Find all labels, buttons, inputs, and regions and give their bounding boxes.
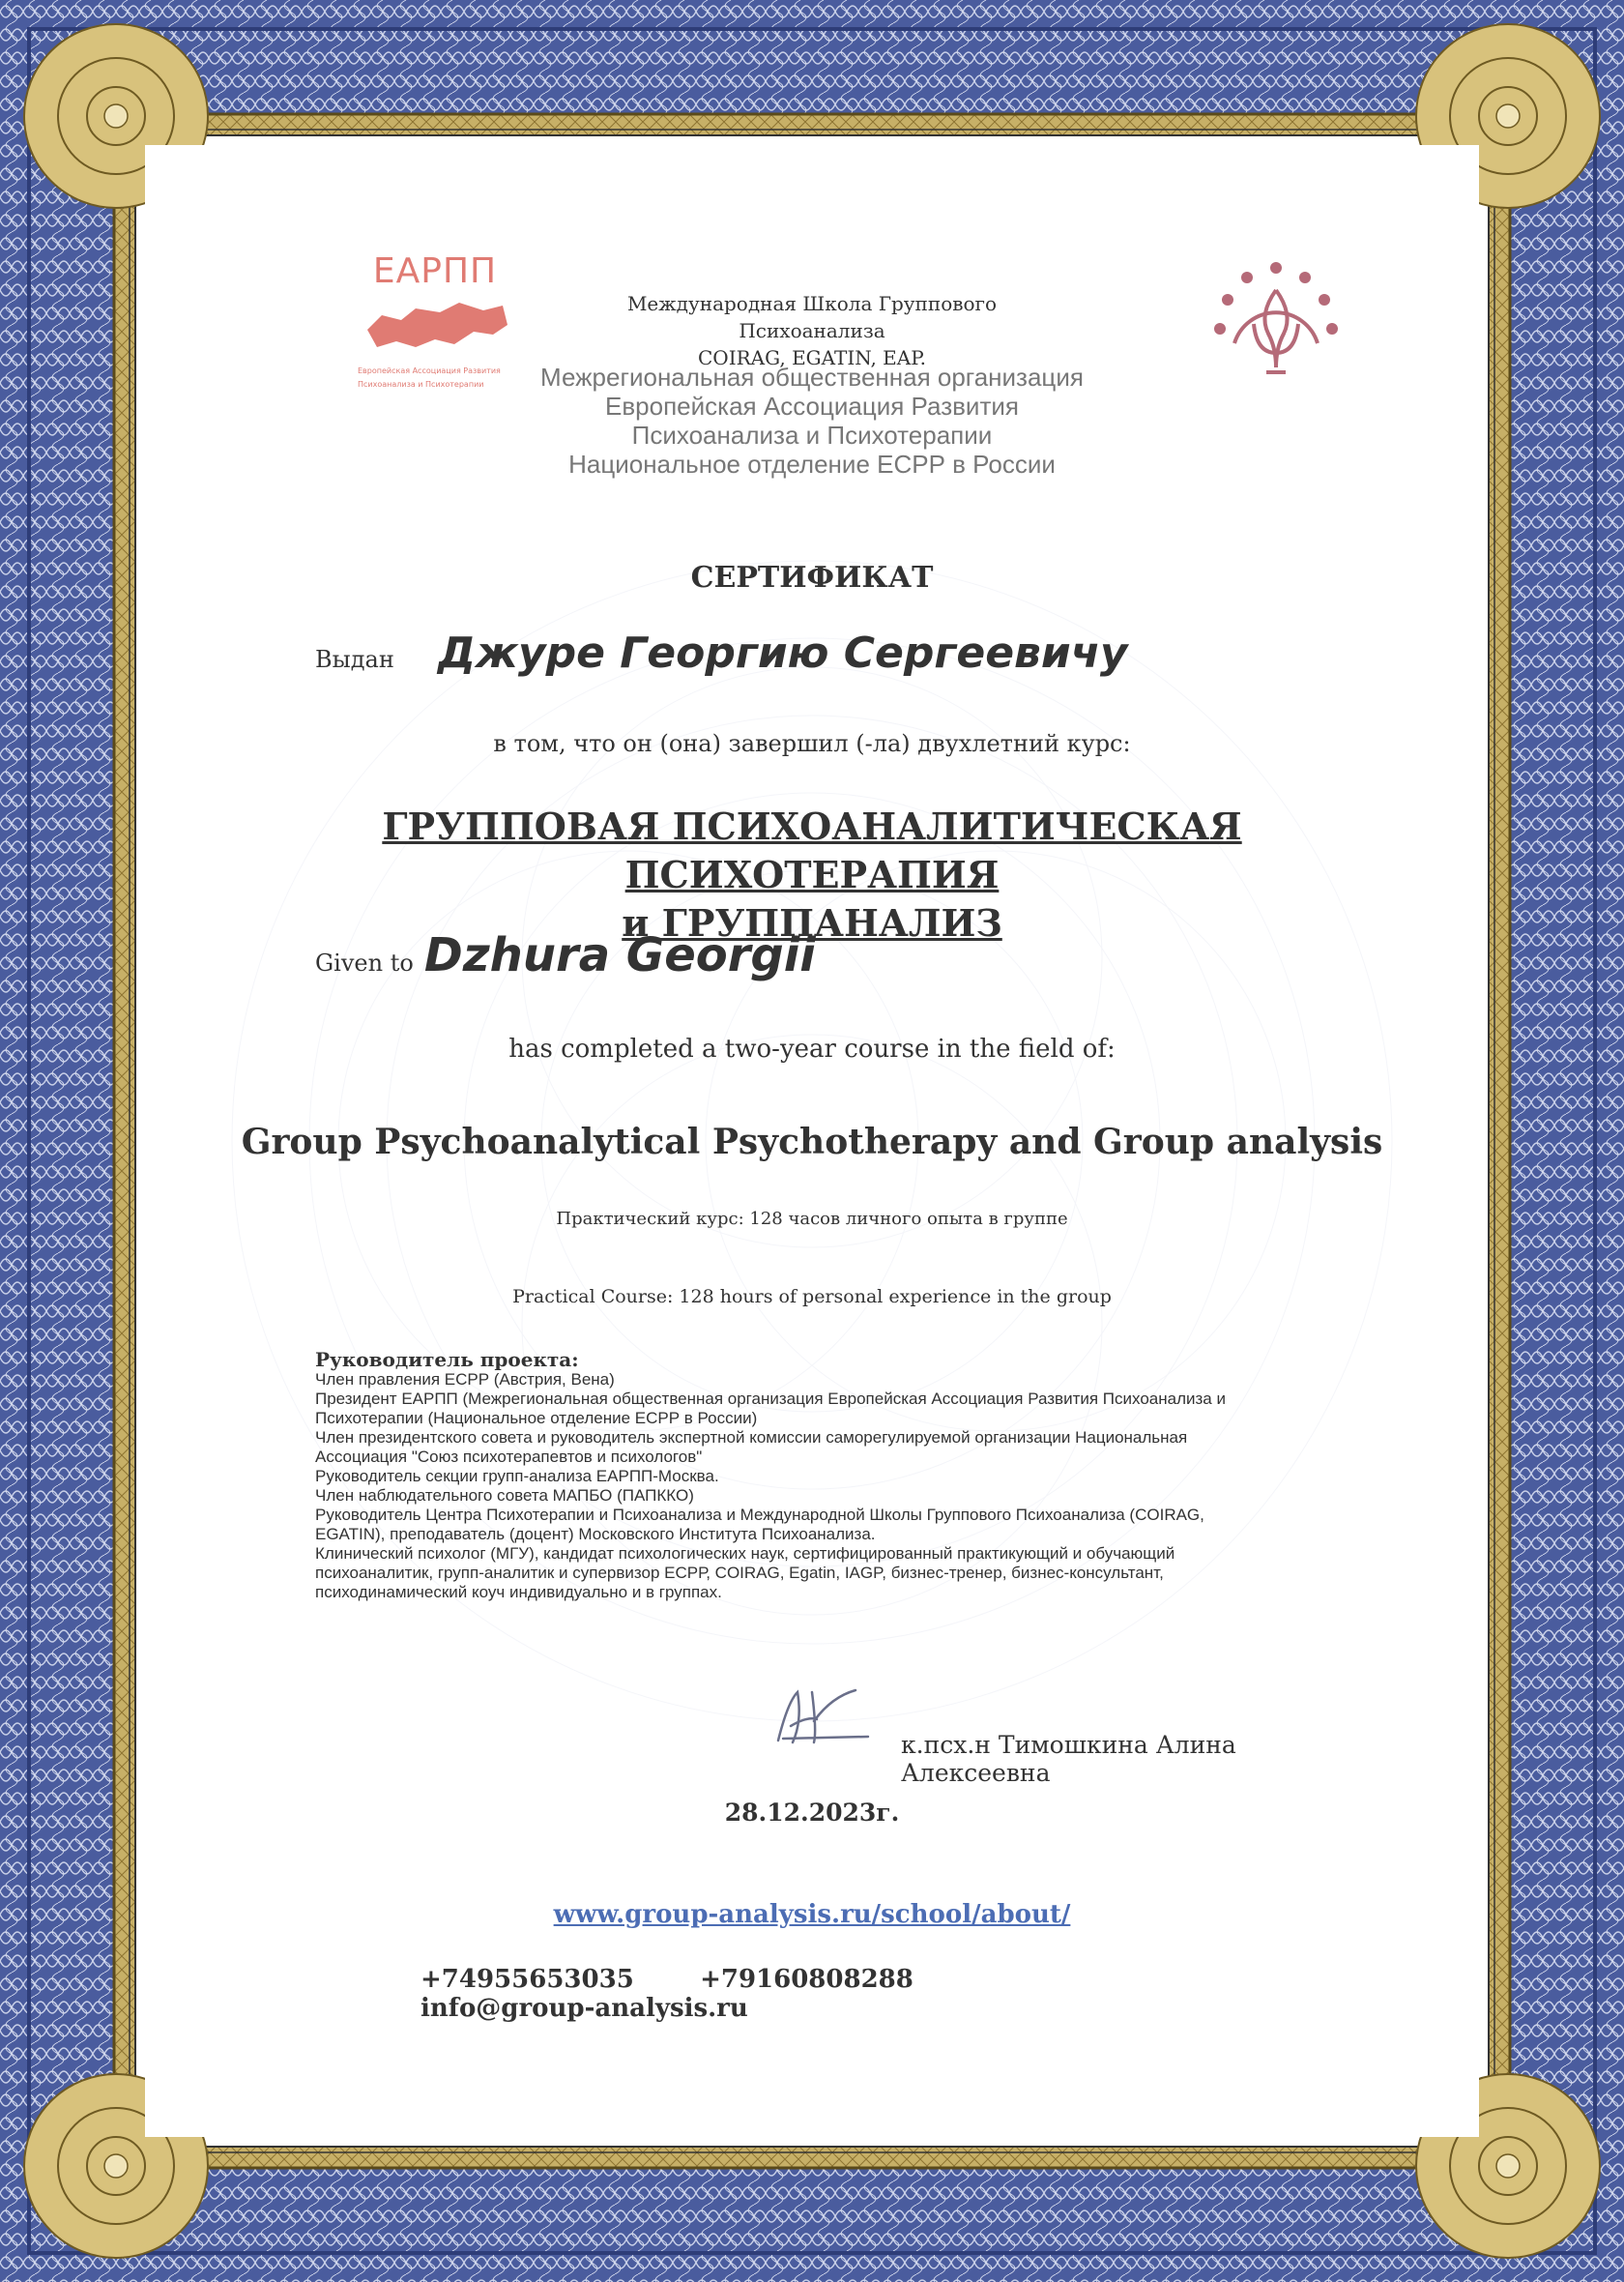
given-row [315,928,1378,982]
project-leader-block [315,1349,1340,1602]
email: info@group-analysis.ru [420,1994,748,2023]
completion-statement-en: has completed a two-year course in the field of: [508,1035,1116,1064]
completion-statement-ru: в том, что он (она) завершил (-ла) двухлетний курс: [493,730,1131,757]
org-line-4: Национальное отделение ЕСРР в России [568,450,1056,479]
credential-line: Член президентского совета и руководитель экспертной комиссии саморегулируемой организации Национальная [315,1428,1188,1447]
phone-1: +74955653035 [420,1965,634,1994]
org-line-3: Психоанализа и Психотерапии [631,421,993,450]
earpp-logo [358,251,512,390]
website-link[interactable]: www.group-analysis.ru/school/about/ [553,1900,1071,1929]
issued-row [315,629,1378,678]
project-leader-title: Руководитель проекта: [315,1348,579,1371]
psi-flame-logo-icon [1201,256,1355,392]
school-name: Международная Школа Группового Психоанализа [626,292,998,342]
given-label: Given to [315,950,414,977]
recipient-name-ru: Джуре Георгию Сергеевичу [437,629,1128,678]
signature [764,1673,880,1750]
organization-header [512,363,1112,479]
course-title-ru-line-1: ГРУППОВАЯ ПСИХОАНАЛИТИЧЕСКАЯ ПСИХОТЕРАПИЯ [382,805,1242,896]
contacts-row [420,1965,1290,2023]
course-title-ru [242,803,1382,948]
course-title-en: Group Psychoanalytical Psychotherapy and Group analysis [241,1122,1383,1162]
certificate-page [145,145,1479,2137]
course-title-ru-line-2: и ГРУППАНАЛИЗ [622,901,1002,945]
russia-map-icon [358,291,512,359]
credential-line: Член наблюдательного совета МАПБО (ПАПККО) [315,1486,694,1505]
earpp-logo-caption-1: Европейская Ассоциация Развития [358,366,501,375]
phone-2: +79160808288 [700,1965,914,1994]
credential-line: психоаналитик, групп-аналитик и супервизор ЕСРР, COIRAG, Egatin, IAGP, бизнес-тренер, бизнес-консультант, [315,1564,1164,1582]
certificate-title: СЕРТИФИКАТ [690,561,934,595]
school-header [561,290,1063,371]
earpp-logo-caption-2: Психоанализа и Психотерапии [358,380,484,389]
issued-label: Выдан [315,646,394,673]
credential-line: Ассоциация "Союз психотерапевтов и психологов" [315,1448,703,1466]
credential-line: Клинический психолог (МГУ), кандидат психологических наук, сертифицированный практикующий и обучающий [315,1544,1175,1563]
recipient-name-en: Dzhura Georgii [423,928,816,982]
credential-line: EGATIN), преподаватель (доцент) Московского Института Психоанализа. [315,1525,876,1543]
project-leader-credentials [315,1370,1340,1602]
credential-line: Руководитель секции групп-анализа ЕАРПП-Москва. [315,1467,719,1485]
school-affiliations: COIRAG, EGATIN, EAP. [698,346,926,369]
earpp-logo-text: ЕАРПП [372,251,498,291]
issue-date: 28.12.2023г. [724,1799,900,1827]
credential-line: Президент ЕАРПП (Межрегиональная общественная организация Европейская Ассоциация Развития Психоанализа и [315,1390,1226,1408]
org-line-1: Межрегиональная общественная организация [540,363,1084,392]
practical-course-ru: Практический курс: 128 часов личного опыта в группе [556,1209,1068,1229]
org-line-2: Европейская Ассоциация Развития [605,392,1019,421]
practical-course-en: Practical Course: 128 hours of personal experience in the group [512,1286,1112,1307]
credential-line: Член правления ЕСРР (Австрия, Вена) [315,1370,615,1389]
credential-line: психодинамический коуч индивидуально и в группах. [315,1583,722,1601]
signer-name: к.псх.н Тимошкина Алина Алексеевна [901,1731,1236,1787]
credential-line: Руководитель Центра Психотерапии и Психоанализа и Международной Школы Группового Психоанализа (COIRAG, [315,1506,1204,1524]
credential-line: Психотерапии (Национальное отделение ЕСРР в России) [315,1409,758,1427]
